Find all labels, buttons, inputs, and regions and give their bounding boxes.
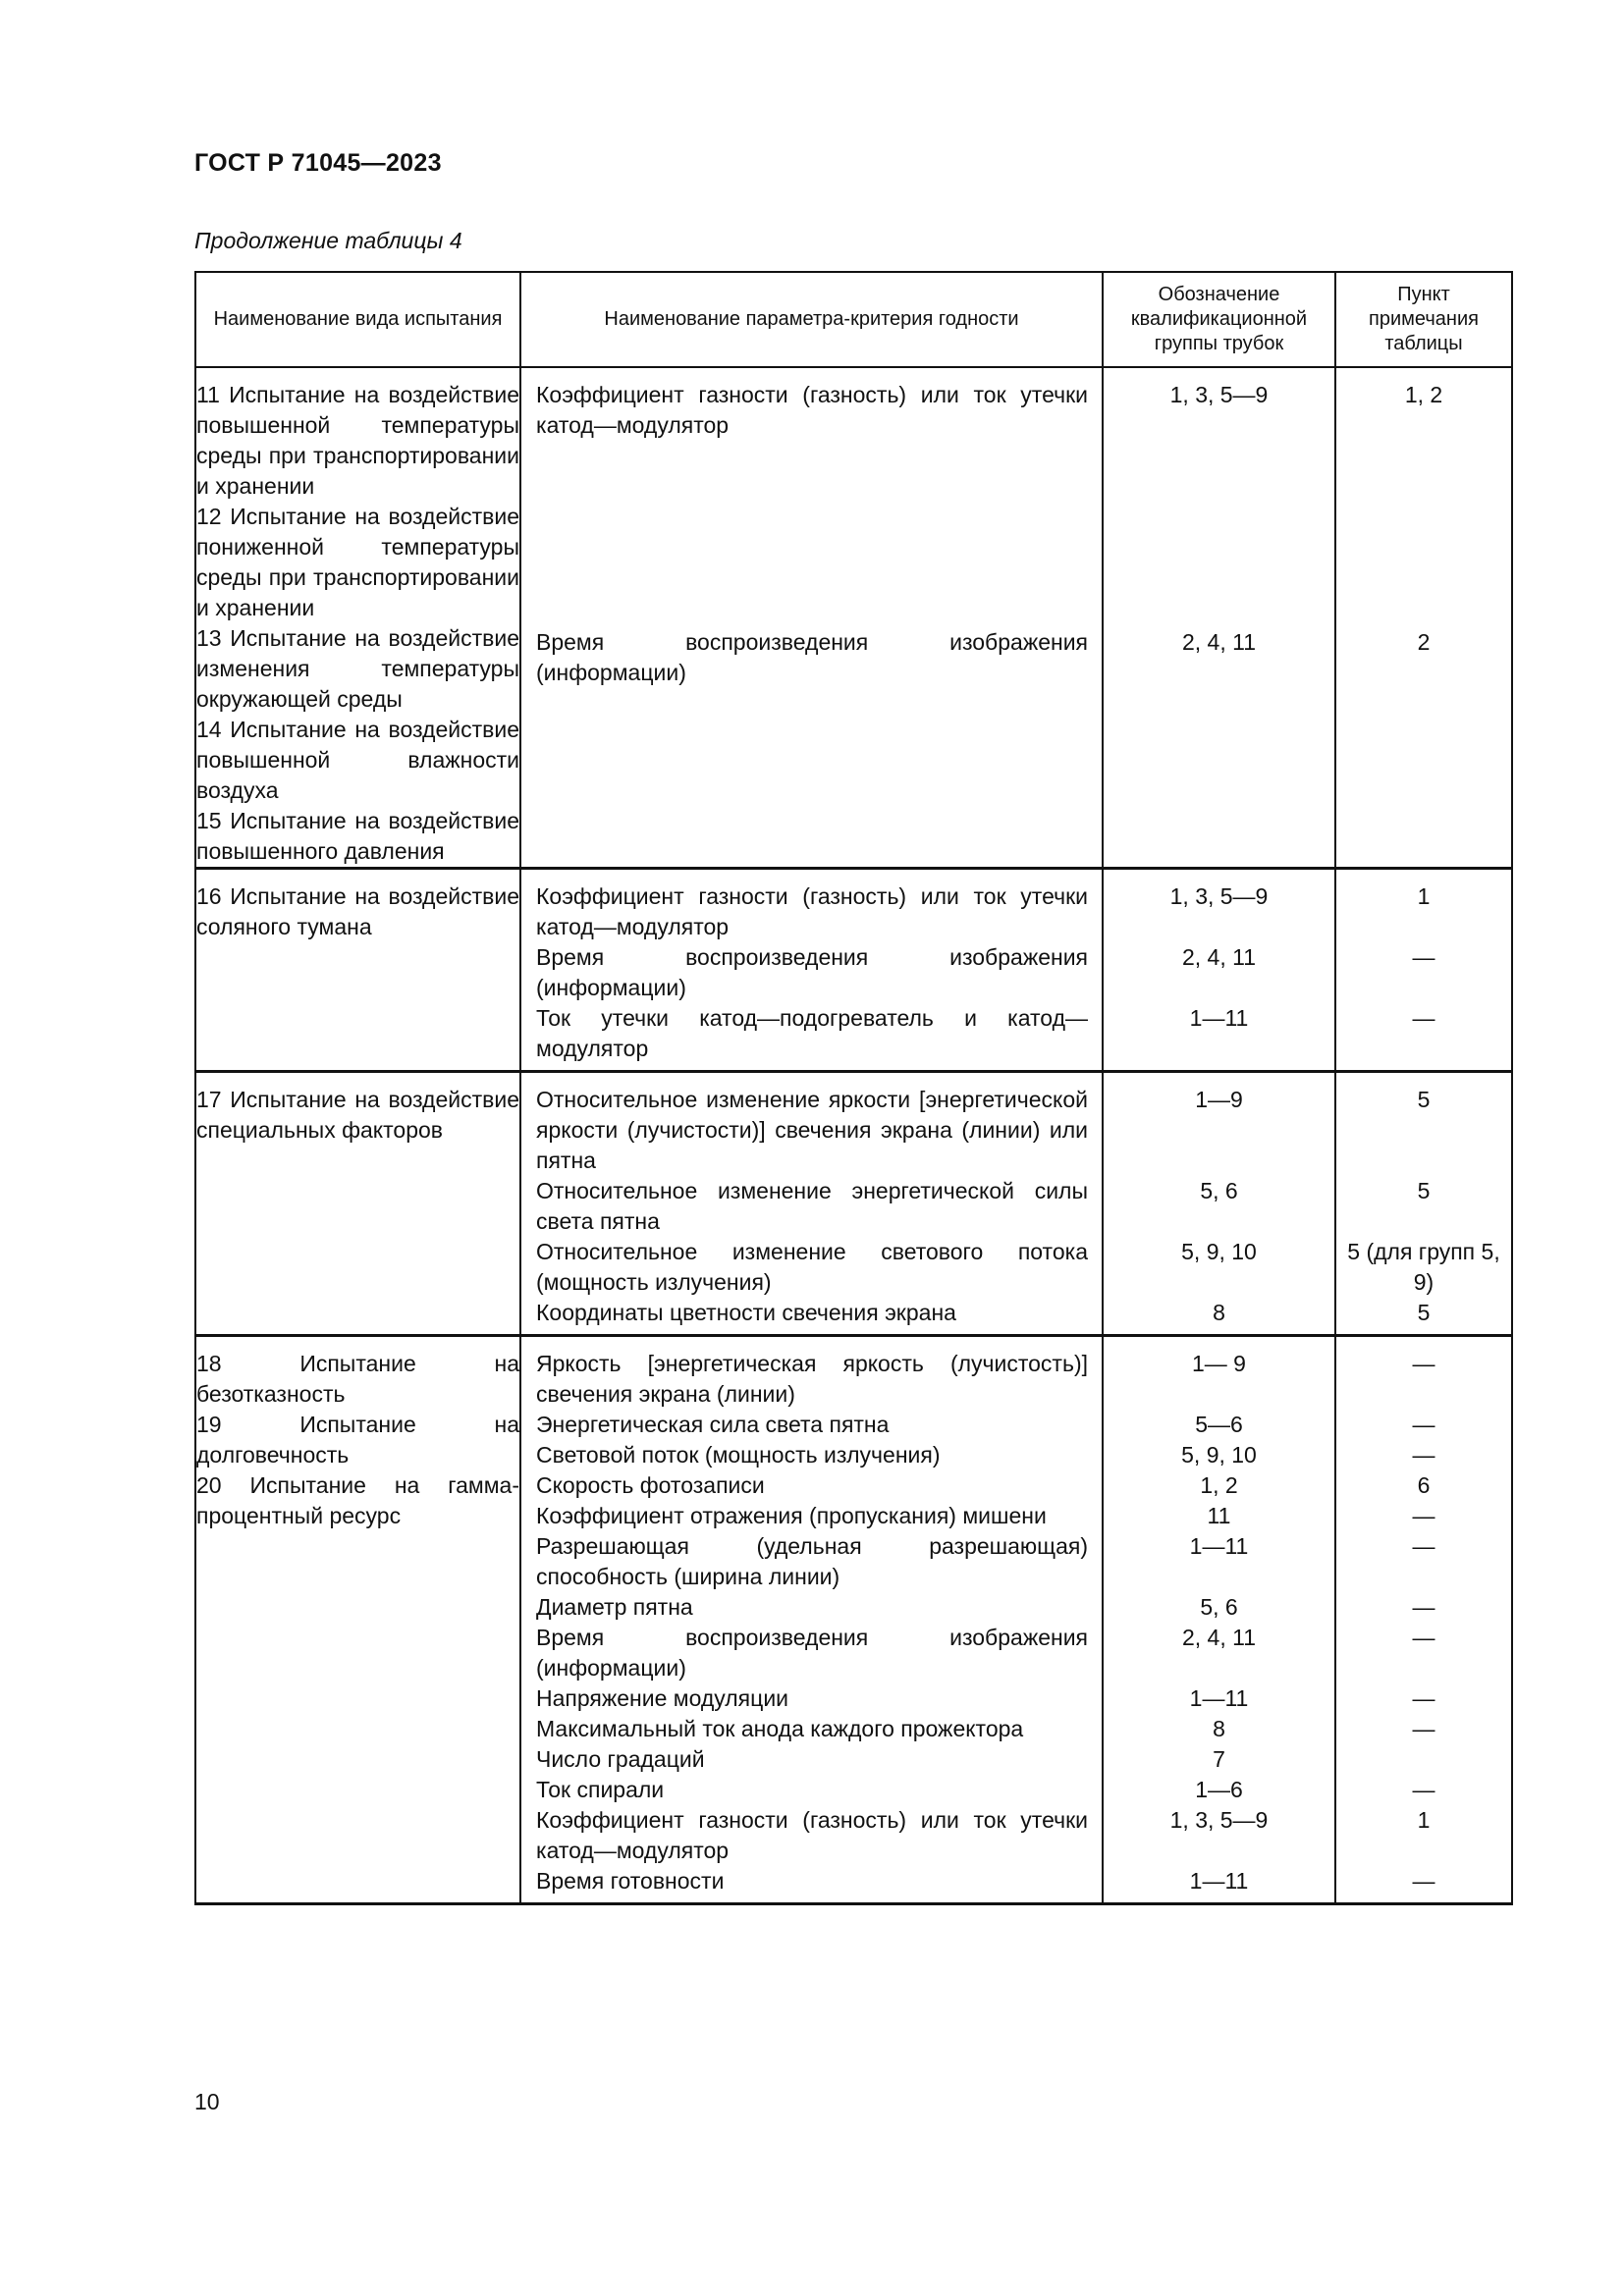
cell-note: — (1335, 1623, 1512, 1683)
cell-group: 1—11 (1103, 1683, 1335, 1714)
cell-note: — (1335, 1501, 1512, 1531)
cell-parameter: Относительное изменение яркости [энергетической яркости (лучистости)] свечения экрана (линии) или пятна (520, 1072, 1103, 1177)
table-row (195, 869, 1512, 943)
cell-group: 1—11 (1103, 1531, 1335, 1592)
cell-parameter: Энергетическая сила света пятна (520, 1410, 1103, 1440)
cell-parameter: Коэффициент отражения (пропускания) мишени (520, 1501, 1103, 1531)
cell-parameter: Коэффициент газности (газность) или ток утечки катод—модулятор (520, 1805, 1103, 1866)
cell-parameter: Напряжение модуляции (520, 1683, 1103, 1714)
test-name: 15 Испытание на воздействие повышенного давления (196, 808, 519, 864)
cell-note (1335, 1744, 1512, 1775)
header-parameter: Наименование параметра-критерия годности (520, 272, 1103, 367)
cell-note: 6 (1335, 1470, 1512, 1501)
cell-group: 8 (1103, 1714, 1335, 1744)
cell-parameter: Время воспроизведения изображения (информации) (520, 942, 1103, 1003)
cell-parameter: Число градаций (520, 1744, 1103, 1775)
cell-note: — (1335, 1714, 1512, 1744)
cell-note: — (1335, 1775, 1512, 1805)
cell-note: — (1335, 1440, 1512, 1470)
test-group (195, 1072, 1512, 1336)
cell-group: 5, 9, 10 (1103, 1440, 1335, 1470)
test-name: 12 Испытание на воздействие пониженной температуры среды при транспортировании и хранении (196, 504, 519, 620)
cell-parameter: Скорость фотозаписи (520, 1470, 1103, 1501)
cell-note: — (1335, 1866, 1512, 1904)
cell-group: 5, 6 (1103, 1592, 1335, 1623)
test-names-cell (195, 1072, 520, 1336)
cell-note: — (1335, 1683, 1512, 1714)
test-names-cell (195, 869, 520, 1072)
table-row (195, 367, 1512, 627)
cell-group: 5, 6 (1103, 1176, 1335, 1237)
document-code: ГОСТ Р 71045—2023 (194, 149, 442, 177)
table-header (195, 272, 1512, 367)
test-names-cell (195, 367, 520, 869)
cell-note: 1 (1335, 869, 1512, 943)
header-group: Обозначение квалификационной группы трубок (1103, 272, 1335, 367)
table-row (195, 1336, 1512, 1411)
cell-note: 1, 2 (1335, 367, 1512, 627)
cell-group: 1— 9 (1103, 1336, 1335, 1411)
cell-note: — (1335, 942, 1512, 1003)
test-name: 18 Испытание на безотказность (196, 1351, 519, 1407)
cell-parameter: Относительное изменение светового потока (мощность излучения) (520, 1237, 1103, 1298)
test-group (195, 1336, 1512, 1904)
test-name: 17 Испытание на воздействие специальных факторов (196, 1087, 519, 1143)
test-name: 14 Испытание на воздействие повышенной влажности воздуха (196, 717, 519, 803)
test-name: 13 Испытание на воздействие изменения температуры окружающей среды (196, 625, 519, 712)
test-name: 16 Испытание на воздействие соляного тумана (196, 883, 519, 939)
cell-parameter: Яркость [энергетическая яркость (лучистость)] свечения экрана (линии) (520, 1336, 1103, 1411)
cell-parameter: Время готовности (520, 1866, 1103, 1904)
cell-note: 5 (1335, 1176, 1512, 1237)
cell-parameter: Ток утечки катод—подогреватель и катод—модулятор (520, 1003, 1103, 1072)
cell-group: 1, 3, 5—9 (1103, 869, 1335, 943)
cell-group: 1—9 (1103, 1072, 1335, 1177)
test-group (195, 367, 1512, 869)
cell-group: 1, 3, 5—9 (1103, 367, 1335, 627)
cell-group: 1, 3, 5—9 (1103, 1805, 1335, 1866)
cell-parameter: Время воспроизведения изображения (информации) (520, 1623, 1103, 1683)
cell-note: 5 (1335, 1072, 1512, 1177)
cell-group: 2, 4, 11 (1103, 627, 1335, 869)
cell-group: 1—11 (1103, 1866, 1335, 1904)
specification-table (194, 271, 1513, 1905)
test-names-cell (195, 1336, 520, 1904)
cell-group: 11 (1103, 1501, 1335, 1531)
cell-group: 5, 9, 10 (1103, 1237, 1335, 1298)
test-name: 11 Испытание на воздействие повышенной температуры среды при транспортировании и хранении (196, 382, 519, 499)
cell-group: 1—11 (1103, 1003, 1335, 1072)
page-number: 10 (194, 2089, 220, 2114)
cell-note: 2 (1335, 627, 1512, 869)
cell-parameter: Световой поток (мощность излучения) (520, 1440, 1103, 1470)
test-name: 20 Испытание на гамма-процентный ресурс (196, 1472, 519, 1528)
cell-group: 8 (1103, 1298, 1335, 1336)
cell-note: — (1335, 1336, 1512, 1411)
cell-parameter: Максимальный ток анода каждого прожектора (520, 1714, 1103, 1744)
test-name: 19 Испытание на долговечность (196, 1412, 519, 1468)
table-caption: Продолжение таблицы 4 (194, 228, 462, 253)
cell-parameter: Время воспроизведения изображения (информации) (520, 627, 1103, 869)
cell-note: — (1335, 1531, 1512, 1592)
header-note: Пункт примечания таблицы (1335, 272, 1512, 367)
cell-note: 1 (1335, 1805, 1512, 1866)
cell-note: — (1335, 1592, 1512, 1623)
cell-group: 5—6 (1103, 1410, 1335, 1440)
cell-parameter: Коэффициент газности (газность) или ток утечки катод—модулятор (520, 869, 1103, 943)
table-row (195, 1072, 1512, 1177)
cell-parameter: Коэффициент газности (газность) или ток утечки катод—модулятор (520, 367, 1103, 627)
cell-parameter: Разрешающая (удельная разрешающая) способность (ширина линии) (520, 1531, 1103, 1592)
test-group (195, 869, 1512, 1072)
cell-parameter: Координаты цветности свечения экрана (520, 1298, 1103, 1336)
cell-note: 5 (1335, 1298, 1512, 1336)
cell-group: 2, 4, 11 (1103, 1623, 1335, 1683)
cell-group: 1—6 (1103, 1775, 1335, 1805)
cell-parameter: Относительное изменение энергетической силы света пятна (520, 1176, 1103, 1237)
cell-group: 2, 4, 11 (1103, 942, 1335, 1003)
cell-note: 5 (для групп 5, 9) (1335, 1237, 1512, 1298)
cell-parameter: Диаметр пятна (520, 1592, 1103, 1623)
header-test: Наименование вида испытания (195, 272, 520, 367)
cell-parameter: Ток спирали (520, 1775, 1103, 1805)
cell-group: 7 (1103, 1744, 1335, 1775)
cell-group: 1, 2 (1103, 1470, 1335, 1501)
cell-note: — (1335, 1003, 1512, 1072)
cell-note: — (1335, 1410, 1512, 1440)
